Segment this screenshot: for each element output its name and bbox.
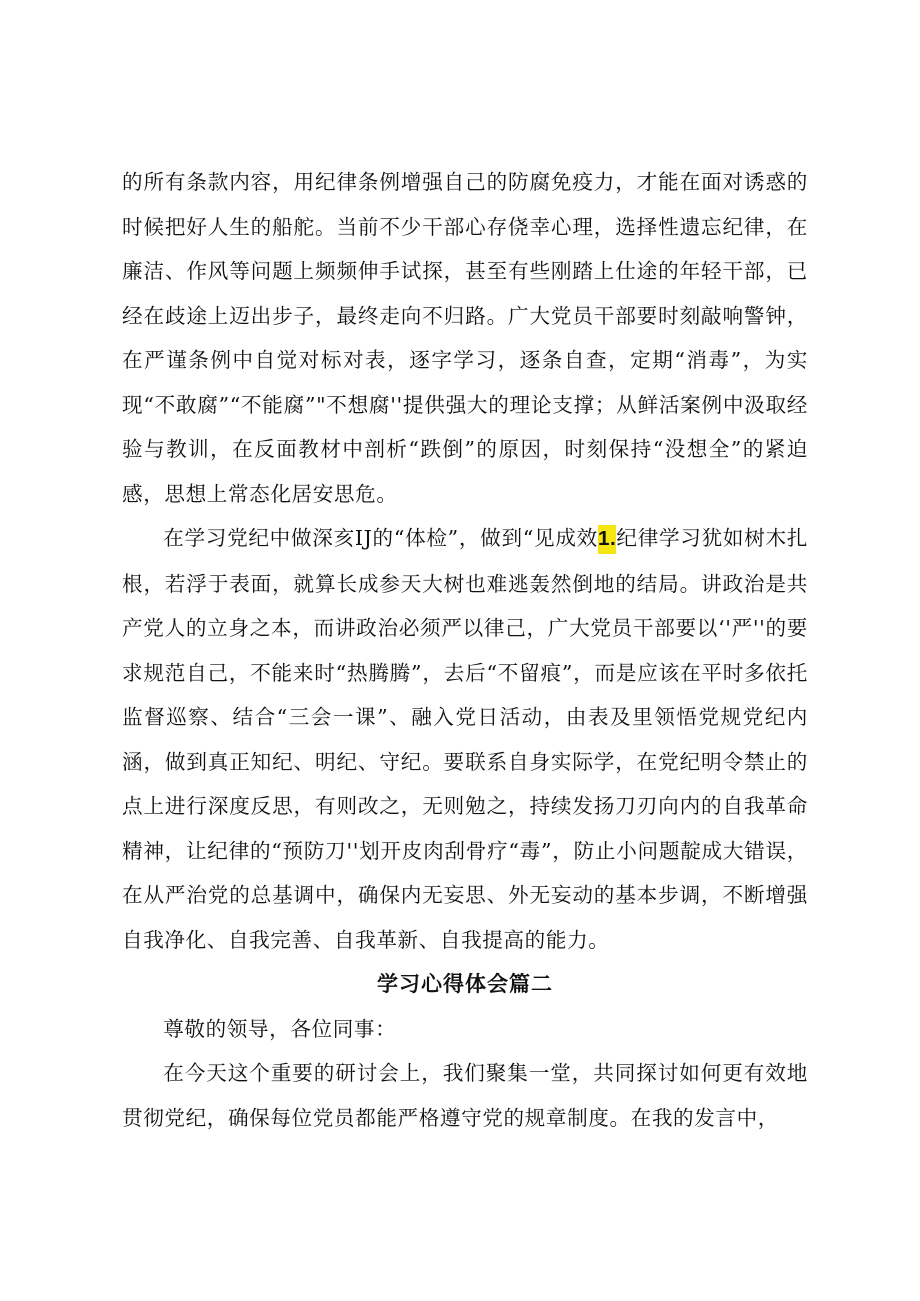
paragraph-physical-checkup <box>122 516 808 962</box>
paragraph-text-after-highlight: 纪律学习犹如树木扎根，若浮于表面，就算长成参天大树也难逃轰然倒地的结局。讲政治是共产党人的立身之本，而讲政治必须严以律己，广大党员干部要以‘'严''的要求规范自己，不能来时“热腾腾”，去后“不留痕”，而是应该在平时多依托监督巡察、结合“三会一课”、融入党日活动，由表及里领悟党规党纪内涵，做到真正知纪、明纪、守纪。要联系自身实际学，在党纪明令禁止的点上进行深度反思，有则改之，无则勉之，持续发扬刀刃向内的自我革命精神，让纪律的“预防刀''划开皮肉刮骨疗“毒”，防止小问题靛成大错误，在从严治党的总基调中，确保内无妄思、外无妄动的基本步调，不断增强自我净化、自我完善、自我革新、自我提高的能力。 <box>122 526 808 952</box>
salutation: 尊敬的领导，各位同事： <box>163 1016 397 1041</box>
section-title: 学习心得体会篇二 <box>377 972 553 996</box>
paragraph-opening: 在今天这个重要的研讨会上，我们聚集一堂，共同探讨如何更有效地贯彻党纪，确保每位党员都能严格遵守党的规章制度。在我的发言中， <box>122 1061 808 1130</box>
document-body <box>122 160 808 1140</box>
paragraph-text-before-highlight: 在学习党纪中做深亥IJ的“体检”，做到“见成效 <box>163 526 598 550</box>
paragraph-continuation: 的所有条款内容，用纪律条例增强自己的防腐免疫力，才能在面对诱惑的时候把好人生的船舵。当前不少干部心存侥幸心理，选择性遗忘纪律，在廉洁、作风等问题上频频伸手试探，甚至有些刚踏上仕途的年轻干部，已经在歧途上迈出步子，最终走向不归路。广大党员干部要时刻敲响警钟，在严谨条例中自觉对标对表，逐字学习，逐条自查，定期“消毒”，为实现“不敢腐”“不能腐”"不想腐''提供强大的理论支撑；从鲜活案例中汲取经验与教训，在反面教材中剖析“跌倒”的原因，时刻保持“没想全”的紧迫感，思想上常态化居安思危。 <box>122 170 808 506</box>
highlighted-marker: 1. <box>598 525 616 554</box>
